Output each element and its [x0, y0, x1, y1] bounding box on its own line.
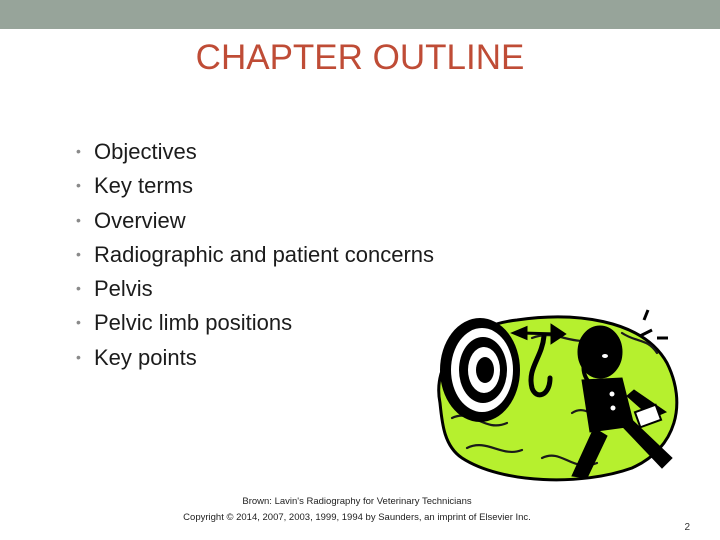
bullet-item: • Key points — [76, 344, 197, 370]
target-dart-thrower-clipart — [422, 308, 694, 484]
bullet-icon: • — [76, 348, 81, 365]
bullet-item: • Key terms — [76, 173, 194, 199]
bullet-icon: • — [76, 280, 81, 297]
bullet-item: • Objectives — [76, 139, 197, 164]
bullet-item: • Pelvic limb positions — [76, 310, 293, 336]
bullet-icon: • — [76, 177, 81, 194]
bullet-item: • Radiographic and patient concerns — [76, 241, 435, 267]
bullet-icon: • — [76, 143, 81, 159]
citation-copyright: Copyright © 2014, 2007, 2003, 1999, 1994 by Saunders, an imprint of Elsevier Inc. — [183, 512, 531, 523]
bullseye-target-icon — [440, 318, 520, 422]
bullet-icon: • — [76, 314, 81, 331]
bullet-icon: • — [76, 245, 81, 262]
top-bar — [0, 0, 720, 29]
bullet-icon: • — [76, 211, 81, 228]
slide-title: CHAPTER OUTLINE — [195, 38, 525, 77]
citation — [0, 494, 714, 526]
citation-book-title: Brown: Lavin's Radiography for Veterinary Technicians — [242, 496, 472, 507]
bullet-list — [76, 137, 434, 377]
page-number: 2 — [684, 522, 690, 533]
bullet-item: • Pelvis — [76, 276, 153, 302]
bullet-item: • Overview — [76, 207, 186, 233]
